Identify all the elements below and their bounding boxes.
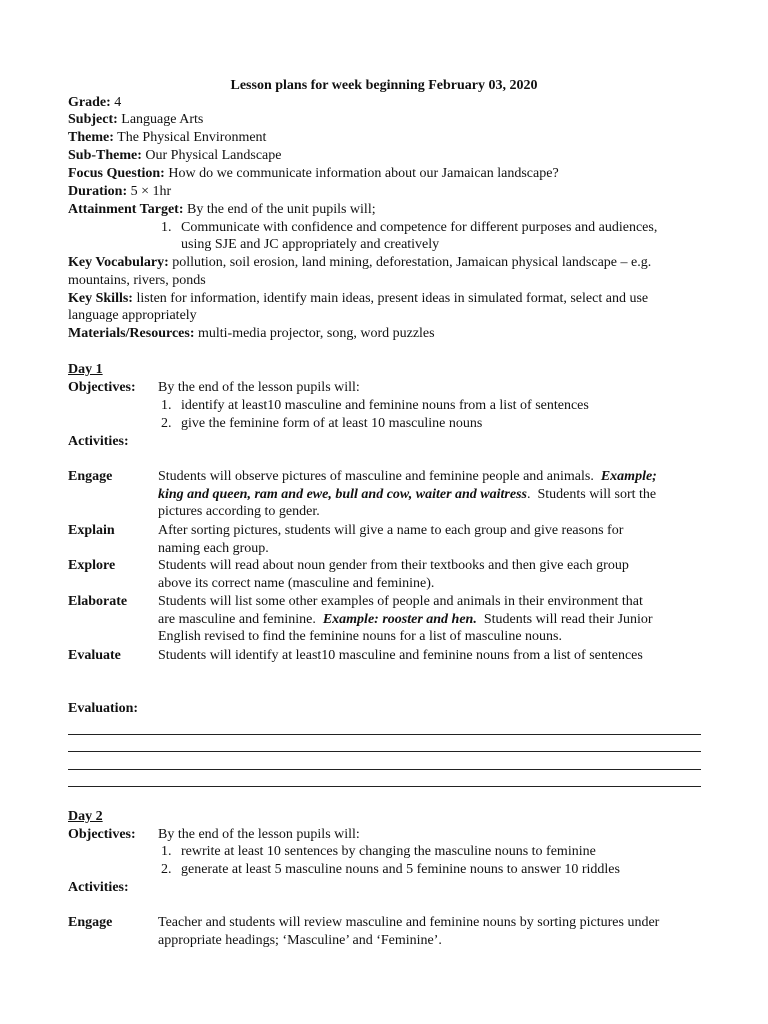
day1-elaborate-example: Example: rooster and hen. xyxy=(322,611,477,627)
subtheme-value: Our Physical Landscape xyxy=(145,148,282,163)
attainment-value: By the end of the unit pupils will; xyxy=(187,202,376,217)
day1-engage-c: pictures according to gender. xyxy=(158,504,320,520)
day2-obj1: rewrite at least 10 sentences by changing the masculine nouns to feminine xyxy=(181,844,596,859)
day1-elaborate-line3: English revised to find the feminine nouns for a list of masculine nouns. xyxy=(158,629,562,645)
day2-engage-line2: appropriate headings; ‘Masculine’ and ‘Feminine’. xyxy=(158,932,442,948)
evaluation-rule-1 xyxy=(68,734,701,735)
attainment-item-line2: using SJE and JC appropriately and creatively xyxy=(181,237,440,252)
day1-obj1-num: 1. xyxy=(161,398,172,413)
day2-heading: Day 2 xyxy=(68,809,103,824)
day1-explore-text xyxy=(158,557,703,592)
vocab-value-1: pollution, soil erosion, land mining, deforestation, Jamaican physical landscape – e.g. xyxy=(172,255,652,270)
focus-value: How do we communicate information about our Jamaican landscape? xyxy=(168,166,559,181)
day1-obj1: identify at least10 masculine and feminine nouns from a list of sentences xyxy=(181,398,589,413)
day1-engage-b: Students will sort the xyxy=(537,486,657,502)
skills-line2: language appropriately xyxy=(68,308,197,323)
day1-explain-line1: After sorting pictures, students will give a name to each group and give reasons for xyxy=(158,523,624,538)
day1-elaborate-text xyxy=(158,593,703,646)
day1-objectives-intro: By the end of the lesson pupils will: xyxy=(158,380,360,395)
skills-value-1: listen for information, identify main ideas, present ideas in simulated format, select and use xyxy=(136,291,649,306)
day2-objectives-label: Objectives: xyxy=(68,827,136,842)
focus-question-line xyxy=(68,165,708,182)
day2-obj1-num: 1. xyxy=(161,844,172,859)
day1-elaborate-line1: Students will list some other examples of people and animals in their environment that xyxy=(158,594,643,609)
theme-label: Theme: xyxy=(68,130,114,145)
day1-elaborate-line2a: are masculine and feminine. xyxy=(158,611,316,627)
materials-label: Materials/Resources: xyxy=(68,326,195,341)
day2-obj2: generate at least 5 masculine nouns and 5 feminine nouns to answer 10 riddles xyxy=(181,862,620,877)
day1-evaluate-text: Students will identify at least10 masculine and feminine nouns from a list of sentences xyxy=(158,648,643,663)
day1-engage-text: Students will observe pictures of masculine and feminine people and animals. Example; king and queen, ram and ewe, bull and cow, waiter and waitress. Students will sort the pictures according to gender. xyxy=(158,468,703,521)
vocab-label: Key Vocabulary: xyxy=(68,255,169,270)
day1-obj2: give the feminine form of at least 10 masculine nouns xyxy=(181,416,483,431)
attainment-item-num: 1. xyxy=(161,220,172,235)
day1-engage-label: Engage xyxy=(68,469,113,484)
duration-line xyxy=(68,183,708,200)
subject-line xyxy=(68,111,708,128)
subject-value: Language Arts xyxy=(121,112,204,127)
day1-elaborate-label: Elaborate xyxy=(68,594,128,609)
duration-label: Duration: xyxy=(68,184,128,199)
day2-engage-line1: Teacher and students will review masculine and feminine nouns by sorting pictures under xyxy=(158,915,660,930)
evaluation-rule-2 xyxy=(68,751,701,752)
theme-line xyxy=(68,129,708,146)
day1-elaborate-line2b: Students will read their Junior xyxy=(483,611,653,627)
day2-engage-text xyxy=(158,914,703,949)
attainment-label: Attainment Target: xyxy=(68,202,184,217)
day1-activities-label: Activities: xyxy=(68,434,129,449)
duration-value: 5 × 1hr xyxy=(130,184,172,199)
vocab-line2: mountains, rivers, ponds xyxy=(68,273,206,288)
day1-heading: Day 1 xyxy=(68,362,103,377)
attainment-line xyxy=(68,201,708,218)
grade-line xyxy=(68,94,708,111)
evaluation-rule-3 xyxy=(68,769,701,770)
page-title: Lesson plans for week beginning February 03, 2020 xyxy=(230,78,538,93)
day1-engage-examples: king and queen, ram and ewe, bull and cow, waiter and waitress xyxy=(158,486,527,502)
day1-evaluate-label: Evaluate xyxy=(68,648,121,663)
day1-engage-example-label: Example; xyxy=(600,469,657,484)
materials-value: multi-media projector, song, word puzzles xyxy=(197,326,435,341)
subtheme-label: Sub-Theme: xyxy=(68,148,142,163)
skills-label: Key Skills: xyxy=(68,291,133,306)
day1-obj2-num: 2. xyxy=(161,416,172,431)
day1-evaluation-label: Evaluation: xyxy=(68,701,139,716)
day1-explore-line2: above its correct name (masculine and feminine). xyxy=(158,575,435,591)
day1-explore-label: Explore xyxy=(68,558,116,573)
evaluation-rule-4 xyxy=(68,786,701,787)
day2-activities-label: Activities: xyxy=(68,880,129,895)
skills-line1 xyxy=(68,290,708,307)
day1-explain-label: Explain xyxy=(68,523,115,538)
vocab-line1 xyxy=(68,254,708,271)
materials-line xyxy=(68,325,708,342)
day1-objectives-label: Objectives: xyxy=(68,380,136,395)
theme-value: The Physical Environment xyxy=(117,130,267,145)
subject-label: Subject: xyxy=(68,112,118,127)
focus-label: Focus Question: xyxy=(68,166,165,181)
grade-value: 4 xyxy=(114,95,122,110)
grade-label: Grade: xyxy=(68,95,111,110)
subtheme-line xyxy=(68,147,708,164)
day1-explain-line2: naming each group. xyxy=(158,540,269,556)
day2-objectives-intro: By the end of the lesson pupils will: xyxy=(158,827,360,842)
day2-engage-label: Engage xyxy=(68,915,113,930)
day2-obj2-num: 2. xyxy=(161,862,172,877)
day1-engage-a: Students will observe pictures of masculine and feminine people and animals. xyxy=(158,469,594,484)
day1-explain-text xyxy=(158,522,703,557)
attainment-item-line1: Communicate with confidence and competence for different purposes and audiences, xyxy=(181,220,658,235)
day1-explore-line1: Students will read about noun gender from their textbooks and then give each group xyxy=(158,558,629,573)
